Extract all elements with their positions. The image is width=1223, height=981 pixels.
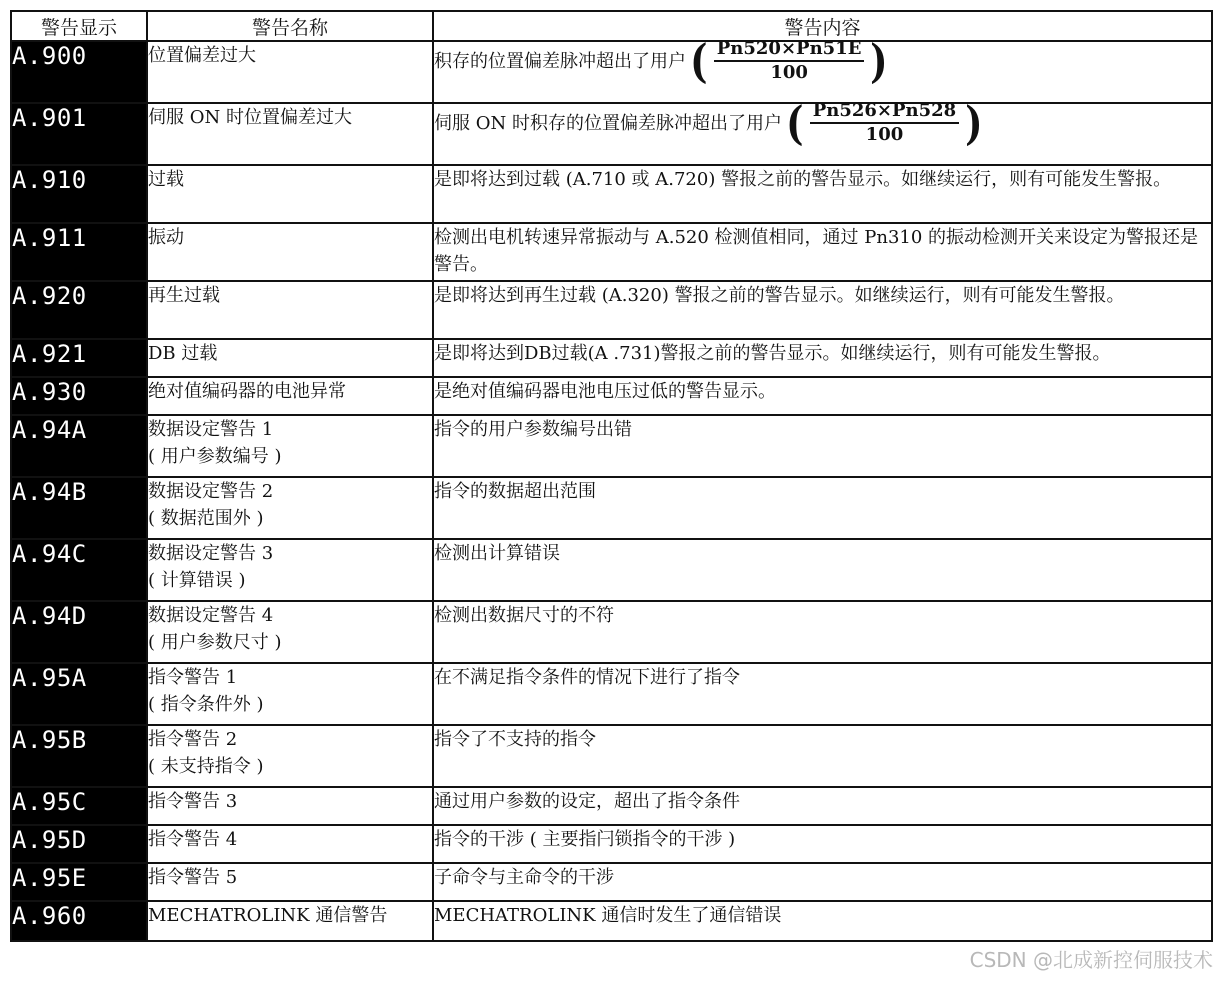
alarm-name-line: ( 未支持指令 ) [148,756,264,777]
alarm-content-text: 指令了不支持的指令 [434,729,596,750]
alarm-content-cell [433,96,1212,165]
alarm-content-text: 在不满足指令条件的情况下进行了指令 [434,667,740,688]
header-code: 警告显示 [11,11,147,41]
alarm-name-line: 位置偏差过大 [148,45,256,66]
alarm-name-cell [147,901,433,941]
alarm-name-line: ( 用户参数编号 ) [148,446,282,467]
alarm-code-cell: A.94A [11,415,147,477]
alarm-content-cell [433,377,1212,415]
alarm-code-cell: A.900 [11,41,147,103]
alarm-name-line: 指令警告 3 [148,791,238,812]
alarm-code-cell: A.920 [11,281,147,339]
alarm-name-line: 数据设定警告 4 [148,605,274,626]
alarm-content-text: 指令的用户参数编号出错 [434,419,632,440]
alarm-name-cell [147,103,433,165]
alarm-code-cell: A.910 [11,165,147,223]
alarm-name-line: MECHATROLINK 通信警告 [148,905,388,926]
watermark: CSDN @北成新控伺服技术 [969,948,1213,972]
alarm-content-text: 通过用户参数的设定，超出了指令条件 [434,791,740,812]
alarm-content-cell [433,34,1212,103]
alarm-content-cell [433,663,1212,725]
table-row [11,539,1212,601]
table-body [11,34,1212,941]
alarm-name-line: 伺服 ON 时位置偏差过大 [148,107,352,128]
alarm-content-cell [433,339,1212,377]
fraction-numerator: Pn526×Pn528 [810,100,959,124]
alarm-name-line: 指令警告 4 [148,829,238,850]
table-row [11,863,1212,901]
alarm-content-cell [433,281,1212,339]
header-row [11,11,1212,41]
alarm-content-text: 子命令与主命令的干涉 [434,867,614,888]
alarm-content-cell [433,725,1212,787]
alarm-content-cell [433,477,1212,539]
alarm-name-line: ( 数据范围外 ) [148,508,264,529]
table-row [11,415,1212,477]
table-row [11,901,1212,941]
alarm-content-text: 是即将达到再生过载 (A.320) 警报之前的警告显示。如继续运行，则有可能发生警报。 [434,285,1125,306]
alarm-name-cell [147,377,433,415]
right-paren: ) [965,96,983,150]
alarm-name-line: ( 用户参数尺寸 ) [148,632,282,653]
alarm-name-line: 再生过载 [148,285,220,306]
alarm-content-cell [433,415,1212,477]
alarm-content-text: 指令的干涉 ( 主要指闩锁指令的干涉 ) [434,829,736,850]
alarm-name-line: DB 过载 [148,343,218,364]
alarm-code-cell: A.930 [11,377,147,415]
alarm-code-cell: A.94D [11,601,147,663]
alarm-name-cell [147,787,433,825]
table-row [11,663,1212,725]
alarm-name-line: 数据设定警告 1 [148,419,274,440]
table-row [11,339,1212,377]
alarm-content-cell [433,787,1212,825]
alarm-name-cell [147,281,433,339]
table-row [11,223,1212,281]
alarm-content-cell [433,539,1212,601]
formula [688,34,890,88]
alarm-content-cell [433,863,1212,901]
alarm-name-cell [147,663,433,725]
alarm-name-line: ( 指令条件外 ) [148,694,264,715]
alarm-name-cell [147,165,433,223]
alarm-code-cell: A.95B [11,725,147,787]
alarm-name-line: ( 计算错误 ) [148,570,246,591]
alarm-content-cell [433,165,1212,223]
table-row [11,41,1212,103]
table-row [11,725,1212,787]
alarm-content-cell [433,601,1212,663]
table-row [11,825,1212,863]
left-paren: ( [786,96,804,150]
alarm-name-cell [147,601,433,663]
alarm-code-cell: A.911 [11,223,147,281]
alarm-code-cell: A.94B [11,477,147,539]
alarm-name-cell [147,41,433,103]
alarm-name-line: 振动 [148,227,184,248]
header-content: 警告内容 [433,11,1212,41]
alarm-content-cell [433,825,1212,863]
alarm-name-cell [147,415,433,477]
alarm-content-text: 伺服 ON 时积存的位置偏差脉冲超出了用户 [434,112,782,134]
alarm-name-line: 指令警告 5 [148,867,238,888]
right-paren: ) [870,34,889,88]
alarm-name-cell [147,477,433,539]
alarm-name-line: 指令警告 2 [148,729,238,750]
alarm-content-cell [433,223,1212,281]
alarm-content-text: MECHATROLINK 通信时发生了通信错误 [434,905,782,926]
table-row [11,787,1212,825]
fraction [710,38,869,84]
header-name: 警告名称 [147,11,433,41]
table-row [11,601,1212,663]
left-paren: ( [690,34,708,88]
table-row [11,477,1212,539]
alarm-name-line: 数据设定警告 2 [148,481,274,502]
alarm-name-cell [147,863,433,901]
alarm-name-cell [147,825,433,863]
alarm-content-text: 指令的数据超出范围 [434,481,596,502]
alarm-code-cell: A.95D [11,825,147,863]
alarm-code-cell: A.901 [11,103,147,165]
table-row [11,281,1212,339]
alarm-name-line: 指令警告 1 [148,667,238,688]
alarm-code-cell: A.95E [11,863,147,901]
alarm-content-text: 是即将达到DB过载(A .731)警报之前的警告显示。如继续运行，则有可能发生警报。 [434,343,1111,364]
alarm-code-cell: A.921 [11,339,147,377]
alarm-name-line: 绝对值编码器的电池异常 [148,381,346,402]
fraction [806,100,963,146]
fraction-denominator: 100 [770,62,808,83]
alarm-code-cell: A.960 [11,901,147,941]
alarm-name-line: 过载 [148,169,184,190]
alarm-content-text: 检测出计算错误 [434,543,560,564]
alarm-name-cell [147,339,433,377]
alarm-content-text: 检测出数据尺寸的不符 [434,605,614,626]
table-row [11,165,1212,223]
fraction-numerator: Pn520×Pn51E [714,38,865,62]
alarm-name-cell [147,539,433,601]
alarm-name-cell [147,725,433,787]
alarm-content-cell [433,901,1212,941]
alarm-table [10,10,1213,942]
alarm-content-text: 是即将达到过载 (A.710 或 A.720) 警报之前的警告显示。如继续运行，则有可能发生警报。 [434,169,1172,190]
alarm-name-line: 数据设定警告 3 [148,543,274,564]
alarm-name-cell [147,223,433,281]
alarm-content-text: 积存的位置偏差脉冲超出了用户 [434,50,686,72]
alarm-content-text: 是绝对值编码器电池电压过低的警告显示。 [434,381,776,402]
table-row [11,377,1212,415]
alarm-code-cell: A.94C [11,539,147,601]
table-row [11,103,1212,165]
fraction-denominator: 100 [865,124,904,145]
alarm-code-cell: A.95A [11,663,147,725]
alarm-code-cell: A.95C [11,787,147,825]
formula [784,96,985,150]
alarm-content-text: 检测出电机转速异常振动与 A.520 检测值相同，通过 Pn310 的振动检测开关来设定为警报还是警告。 [434,227,1199,275]
